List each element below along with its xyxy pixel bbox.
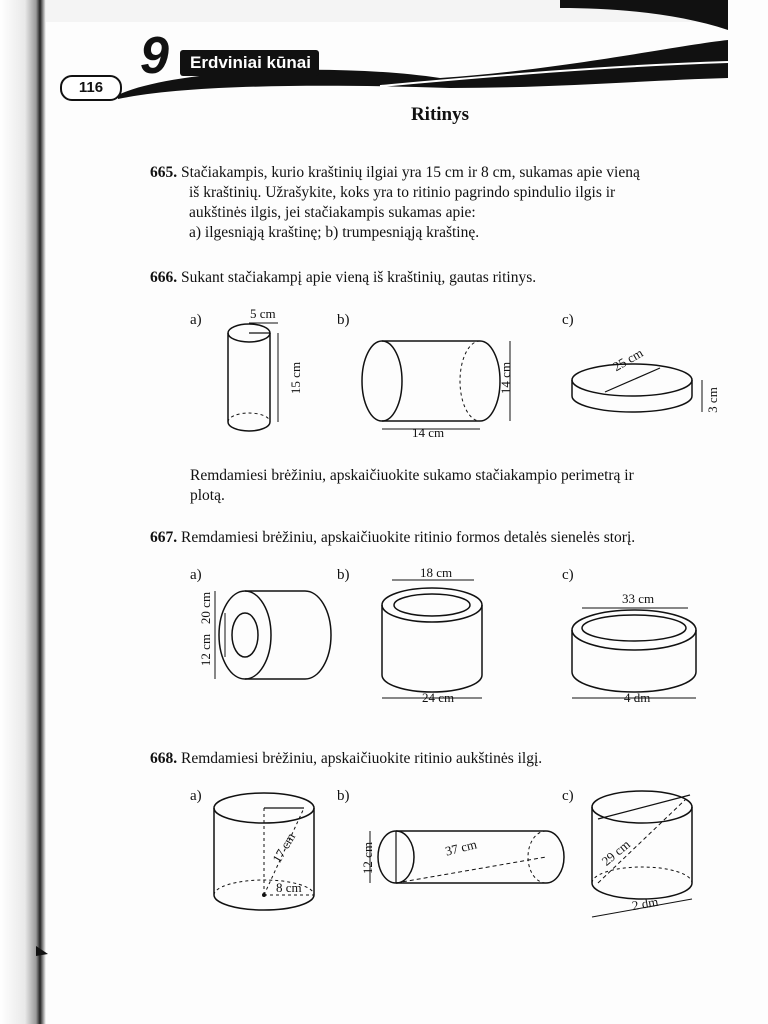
exercise-text: Sukant stačiakampį apie vieną iš kraštinių, gautas ritinys.: [181, 269, 537, 286]
dim-label: 33 cm: [622, 591, 655, 606]
dim-label: 5 cm: [250, 306, 276, 321]
exercise-text: aukštinės ilgis, jei stačiakampis sukamas apie:: [189, 204, 476, 221]
dim-label: 25 cm: [610, 345, 646, 375]
exercise-text-line: plotą.: [190, 487, 225, 504]
chapter-number: 9: [140, 27, 169, 85]
dim-label: 2 dm: [630, 893, 660, 914]
dim-label: 37 cm: [443, 836, 479, 859]
dim-label: 29 cm: [598, 836, 633, 869]
figure-label-b: b): [337, 788, 350, 804]
figure-label-a: a): [190, 312, 202, 328]
exercise-text: a) ilgesniąją kraštinę; b) trumpesniąją kraštinę.: [189, 224, 480, 241]
book-gutter-shadow: [0, 0, 46, 1024]
dim-label: 15 cm: [288, 361, 304, 395]
figure-label-b: b): [337, 567, 350, 583]
exercise-666: [150, 268, 536, 288]
pipe-667a: [215, 585, 335, 695]
header-band: [0, 0, 738, 40]
dim-label: 20 cm: [198, 591, 214, 625]
exercise-text: Remdamiesi brėžiniu, apskaičiuokite ritinio aukštinės ilgį.: [181, 750, 543, 767]
chapter-title: Erdviniai kūnai: [180, 50, 319, 76]
figure-label-b: b): [337, 312, 350, 328]
dim-label: 24 cm: [422, 690, 455, 705]
cylinder-668b: [360, 825, 575, 895]
corner-mark: [36, 946, 50, 956]
page-number: 116: [60, 75, 122, 101]
pipe-667b: [380, 570, 500, 710]
dim-label: 12 cm: [360, 841, 376, 875]
exercise-665: [150, 163, 640, 243]
exercise-text: iš kraštinių. Užrašykite, koks yra to ritinio pagrindo spindulio ilgis ir: [189, 184, 616, 201]
exercise-668: [150, 749, 542, 769]
exercise-text: Stačiakampis, kurio kraštinių ilgiai yra 15 cm ir 8 cm, sukamas apie vieną: [181, 164, 640, 181]
dim-label: 18 cm: [420, 565, 453, 580]
figure-label-a: a): [190, 788, 202, 804]
figure-label-c: c): [562, 312, 574, 328]
dim-label: 3 cm: [704, 387, 720, 413]
exercise-number: 666.: [150, 269, 178, 286]
dim-label: 14 cm: [412, 425, 445, 440]
exercise-text: Remdamiesi brėžiniu, apskaičiuokite ritinio formos detalės sienelės storį.: [181, 529, 636, 546]
exercise-text: [190, 466, 634, 506]
exercise-text-line: Remdamiesi brėžiniu, apskaičiuokite sukamo stačiakampio perimetrą ir: [190, 467, 634, 484]
figure-label-c: c): [562, 567, 574, 583]
dim-label: 8 cm: [276, 880, 302, 895]
dim-label: 17 cm: [269, 830, 299, 866]
section-title: Ritinys: [410, 104, 470, 125]
exercise-number: 668.: [150, 750, 178, 767]
exercise-number: 665.: [150, 164, 178, 181]
cylinder-666b: [360, 335, 520, 435]
cylinder-666c: [570, 360, 720, 420]
cylinder-666a: [210, 315, 290, 440]
dim-label: 4 dm: [624, 690, 651, 705]
figure-label-c: c): [562, 788, 574, 804]
dim-label: 14 cm: [498, 361, 514, 395]
figure-label-a: a): [190, 567, 202, 583]
exercise-667: [150, 528, 635, 548]
dim-label: 12 cm: [198, 633, 214, 667]
exercise-number: 667.: [150, 529, 178, 546]
